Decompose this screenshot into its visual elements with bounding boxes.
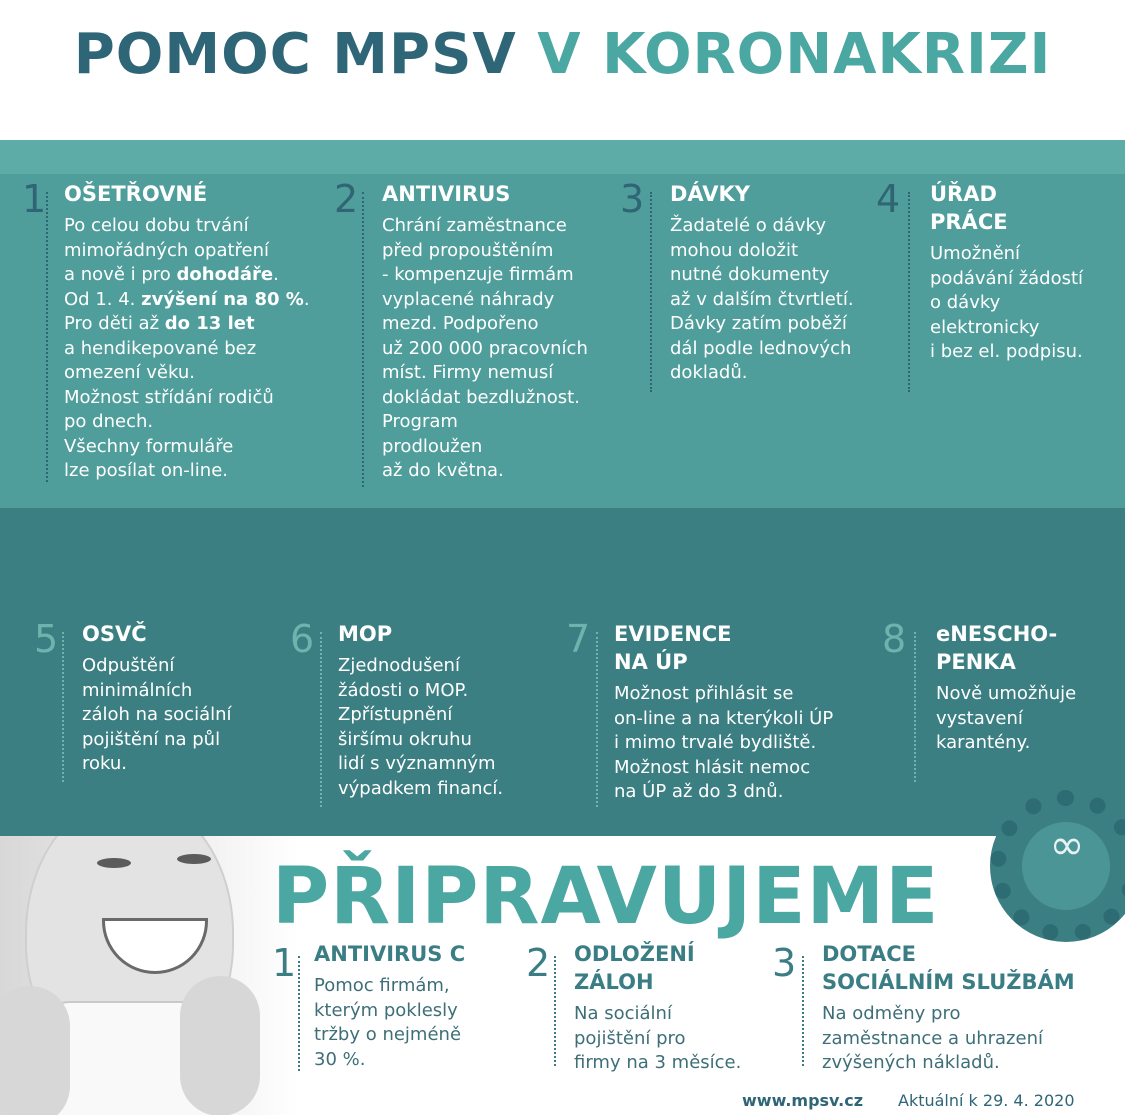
text-line: nutné dokumenty: [670, 264, 830, 285]
text-line: pojištění pro: [574, 1027, 686, 1049]
program-number: 8: [882, 617, 907, 661]
divider-line: [62, 632, 64, 782]
text-line: mezd. Podpořeno: [382, 313, 539, 334]
heading-line: OŠETŘOVNÉ: [64, 182, 208, 206]
text-line: podávání žádostí: [930, 267, 1084, 289]
divider-line: [554, 956, 556, 1066]
text-line: Odpuštění: [82, 655, 175, 676]
program-heading: [338, 620, 558, 648]
eye-right: [177, 854, 211, 864]
program-description: [930, 242, 1120, 365]
text-line: až do května.: [382, 460, 504, 481]
heading-line: NA ÚP: [614, 650, 688, 674]
programs-band-top: [0, 140, 1125, 508]
footer-date: Aktuální k 29. 4. 2020: [898, 1091, 1075, 1110]
text-line: o dávky: [930, 292, 1001, 313]
program-number: 6: [290, 617, 315, 661]
text-line: na ÚP až do 3 dnů.: [614, 781, 784, 802]
text-line: on-line a na kterýkoli ÚP: [614, 707, 834, 729]
text-line: Pro děti až do 13 let: [64, 313, 255, 334]
divider-line: [46, 192, 48, 482]
text-line: roku.: [82, 753, 128, 774]
divider-line: [362, 192, 364, 487]
text-line: Program: [382, 411, 458, 432]
text-line: dál podle lednových: [670, 337, 852, 359]
title-part-mpsv: POMOC MPSV: [73, 22, 517, 87]
divider-line: [802, 956, 804, 1066]
text-line: po dnech.: [64, 411, 154, 432]
program-description: [82, 654, 282, 777]
smile: [102, 918, 208, 974]
text-line: i mimo trvalé bydliště.: [614, 732, 817, 753]
text-line: Možnost střídání rodičů: [64, 386, 274, 408]
text-line: Zpřístupnění: [338, 704, 453, 725]
text-line: prodloužen: [382, 435, 483, 457]
heading-line: PRÁCE: [930, 210, 1008, 234]
text-line: Chrání zaměstnance: [382, 215, 567, 236]
heading-line: ANTIVIRUS: [382, 182, 511, 206]
program-number: 7: [566, 617, 591, 661]
plan-description: [314, 974, 519, 1072]
plan-number: 1: [272, 941, 297, 985]
program-number: 3: [620, 177, 645, 221]
program-heading: [382, 180, 627, 208]
heading-line: ANTIVIRUS C: [314, 942, 466, 966]
plan-heading: [822, 940, 1117, 996]
program-description: [64, 214, 324, 484]
text-line: mimořádných opatření: [64, 239, 270, 261]
text-line: Možnost přihlásit se: [614, 683, 794, 704]
divider-line: [320, 632, 322, 807]
text-line: elektronicky: [930, 316, 1040, 338]
text-line: širšímu okruhu: [338, 728, 472, 750]
gloved-hand-left: [0, 986, 70, 1115]
program-heading: [936, 620, 1121, 676]
program-number: 4: [876, 177, 901, 221]
text-line: až v dalším čtvrtletí.: [670, 288, 854, 310]
text-line: před propouštěním: [382, 239, 554, 261]
heading-line: eNESCHO-: [936, 622, 1058, 646]
text-line: Na odměny pro: [822, 1003, 961, 1024]
text-line: zvýšených nákladů.: [822, 1052, 1000, 1073]
text-line: vystavení: [936, 707, 1023, 729]
plan-description: [574, 1002, 779, 1076]
program-heading: [82, 620, 282, 648]
heading-line: EVIDENCE: [614, 622, 732, 646]
section-title-pripravujeme: PŘIPRAVUJEME: [272, 852, 940, 942]
heading-line: ZÁLOH: [574, 970, 654, 994]
eye-left: [97, 858, 131, 868]
text-line: mohou doložit: [670, 239, 799, 261]
text-line: Nově umožňuje: [936, 683, 1077, 704]
gloved-hand-right: [180, 976, 260, 1115]
text-line: Pomoc firmám,: [314, 975, 450, 996]
text-line: Po celou dobu trvání: [64, 215, 249, 236]
text-line: Všechny formuláře: [64, 435, 234, 457]
text-line: pojištění na půl: [82, 728, 221, 750]
divider-line: [908, 192, 910, 392]
heading-line: OSVČ: [82, 622, 147, 646]
text-line: žádosti o MOP.: [338, 679, 469, 701]
text-line: karantény.: [936, 732, 1031, 753]
text-line: minimálních: [82, 679, 193, 701]
text-line: kterým poklesly: [314, 999, 458, 1021]
page-title: [0, 22, 1125, 87]
text-line: Možnost hlásit nemoc: [614, 756, 811, 778]
divider-line: [650, 192, 652, 392]
plan-heading: [574, 940, 779, 996]
heading-line: DOTACE: [822, 942, 916, 966]
text-line: výpadkem financí.: [338, 777, 504, 799]
text-line: už 200 000 pracovních: [382, 337, 588, 359]
heading-line: ÚŘAD: [930, 182, 997, 206]
text-line: zaměstnance a uhrazení: [822, 1027, 1043, 1049]
text-line: Na sociální: [574, 1003, 672, 1024]
doctor-photo: [0, 836, 300, 1115]
text-line: vyplacené náhrady: [382, 288, 555, 310]
heading-line: MOP: [338, 622, 393, 646]
program-number: 1: [22, 177, 47, 221]
heading-line: ODLOŽENÍ: [574, 942, 695, 966]
program-description: [936, 682, 1121, 756]
program-description: [670, 214, 885, 386]
program-heading: [670, 180, 885, 208]
program-heading: [614, 620, 879, 676]
virus-rna-icon: ∞: [1049, 820, 1085, 869]
program-number: 2: [334, 177, 359, 221]
programs-band-bottom: [0, 508, 1125, 836]
divider-line: [914, 632, 916, 782]
text-line: Umožnění: [930, 243, 1021, 264]
program-heading: [930, 180, 1120, 236]
divider-line: [298, 956, 300, 1071]
program-description: [382, 214, 627, 484]
footer-website-link[interactable]: www.mpsv.cz: [742, 1091, 864, 1110]
text-line: dokladů.: [670, 362, 748, 383]
text-line: - kompenzuje firmám: [382, 264, 574, 285]
title-part-koronakrizi: V KORONAKRIZI: [537, 22, 1052, 87]
text-line: i bez el. podpisu.: [930, 341, 1083, 362]
text-line: a hendikepované bez: [64, 337, 257, 359]
text-line: tržby o nejméně: [314, 1024, 462, 1045]
band-stripe: [0, 140, 1125, 174]
program-number: 5: [34, 617, 59, 661]
text-line: Od 1. 4. zvýšení na 80 %.: [64, 288, 310, 310]
text-line: a nově i pro dohodáře.: [64, 264, 279, 285]
text-line: míst. Firmy nemusí: [382, 362, 554, 383]
heading-line: DÁVKY: [670, 182, 750, 206]
heading-line: SOCIÁLNÍM SLUŽBÁM: [822, 970, 1075, 994]
program-heading: [64, 180, 324, 208]
text-line: dokládat bezdlužnost.: [382, 386, 580, 408]
heading-line: PENKA: [936, 650, 1016, 674]
plan-description: [822, 1002, 1117, 1076]
text-line: 30 %.: [314, 1048, 366, 1070]
plan-heading: [314, 940, 519, 968]
divider-line: [596, 632, 598, 807]
program-description: [614, 682, 879, 805]
text-line: Žadatelé o dávky: [670, 215, 827, 236]
text-line: záloh na sociální: [82, 704, 232, 725]
text-line: firmy na 3 měsíce.: [574, 1052, 742, 1073]
text-line: lze posílat on-line.: [64, 460, 228, 481]
plan-number: 2: [526, 941, 551, 985]
program-description: [338, 654, 558, 801]
plan-number: 3: [772, 941, 797, 985]
text-line: Dávky zatím poběží: [670, 313, 847, 334]
text-line: lidí s významným: [338, 753, 496, 774]
text-line: omezení věku.: [64, 362, 196, 383]
text-line: Zjednodušení: [338, 655, 460, 676]
